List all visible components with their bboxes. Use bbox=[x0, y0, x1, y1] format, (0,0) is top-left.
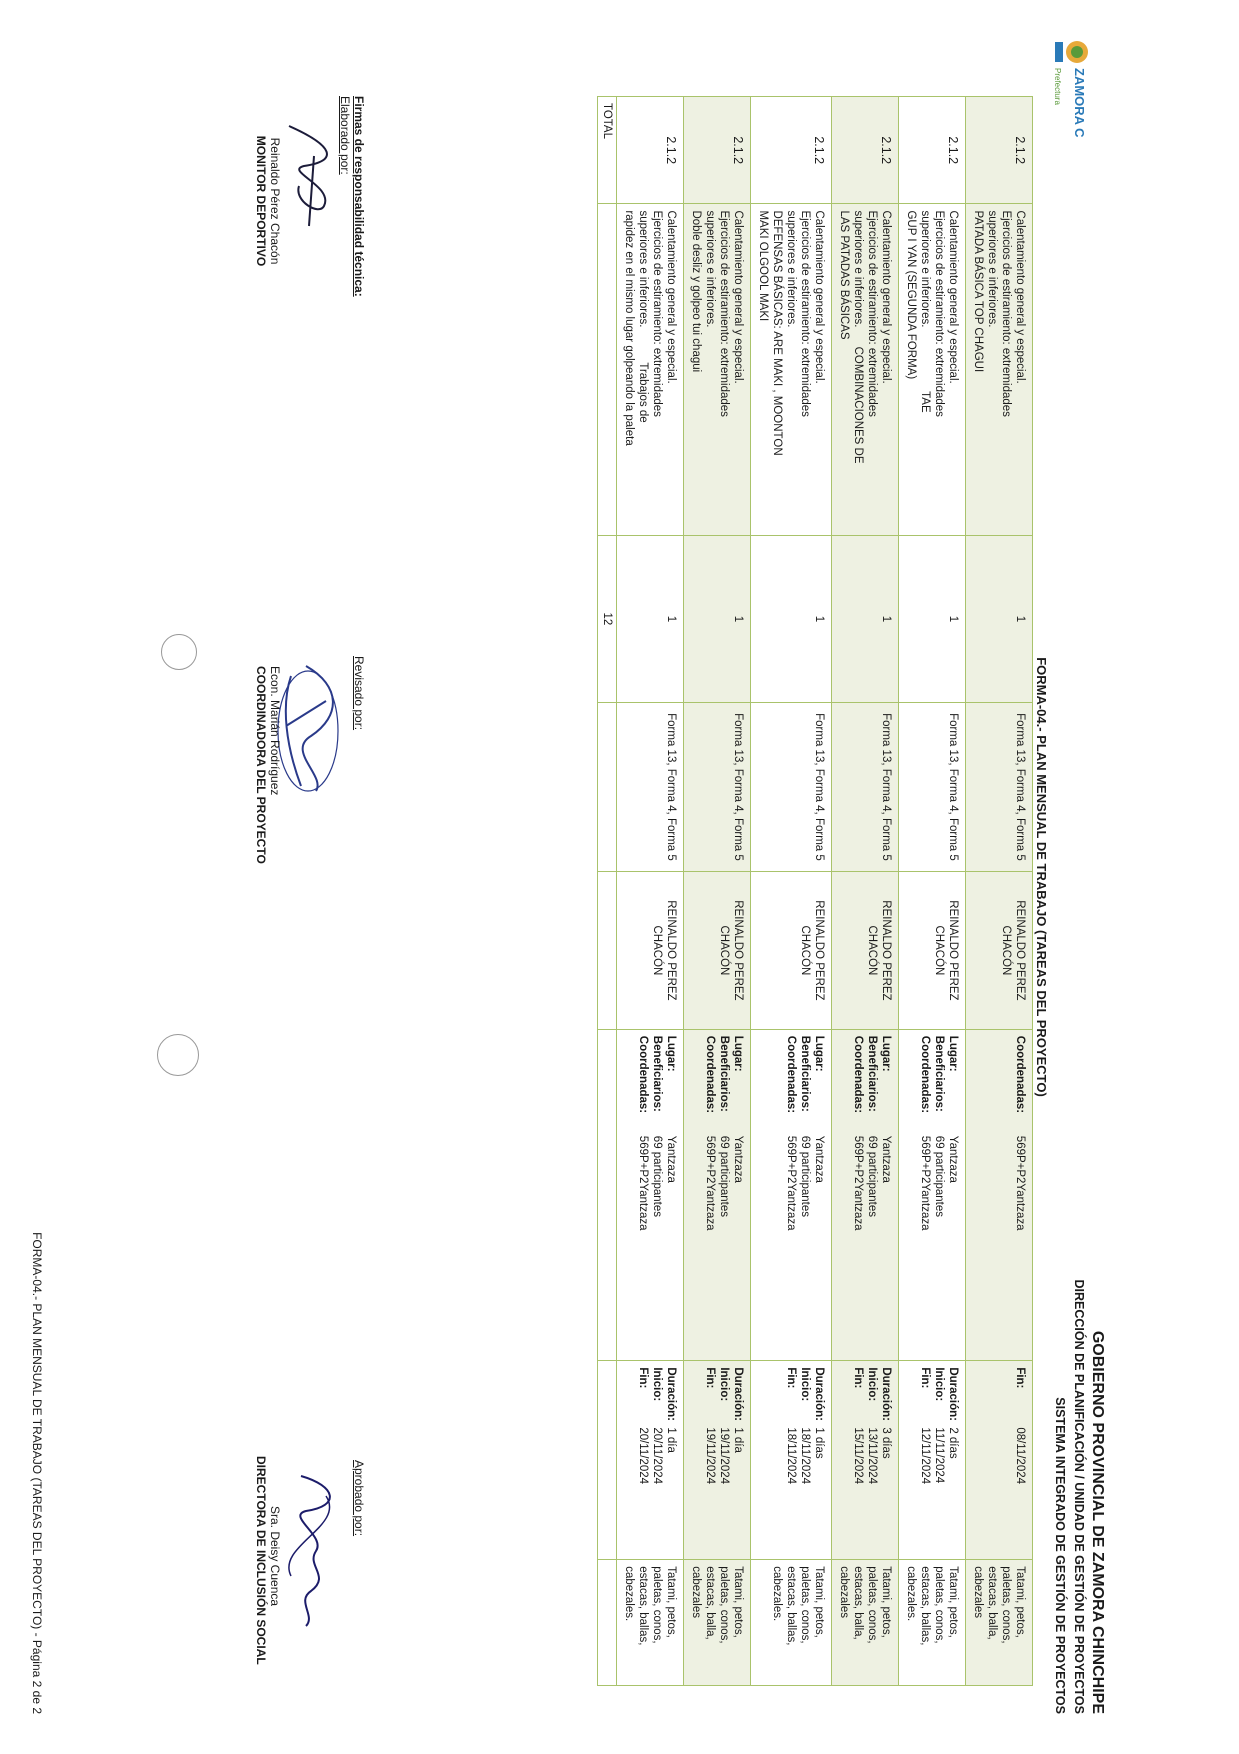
coordenadas-label: Coordenadas: bbox=[637, 1035, 649, 1114]
beneficiarios-value: 69 participantes bbox=[799, 1135, 811, 1217]
task-count bbox=[832, 535, 899, 702]
task-responsible-text: REINALDO PEREZ CHACÓN bbox=[718, 900, 744, 1001]
activity-line: LAS PATADAS BÁSICAS bbox=[838, 210, 850, 340]
inicio-value: 11/11/2024 bbox=[933, 1427, 945, 1484]
location-field bbox=[784, 1036, 798, 1355]
activity-line: GUP I YAN (SEGUNDA FORMA) bbox=[905, 210, 917, 380]
activity-line: Ejercicios de estiramiento: extremidades bbox=[1000, 210, 1012, 417]
task-responsible bbox=[684, 872, 751, 1030]
activity-line: Doble desliz y golpeo tui chagui bbox=[690, 210, 702, 373]
aprobado-role: DIRECTORA DE INCLUSIÓN SOCIAL bbox=[254, 1456, 268, 1665]
duracion-value: 1 día bbox=[732, 1427, 744, 1453]
task-activity bbox=[684, 204, 751, 536]
prefectura-logo bbox=[1042, 38, 1097, 138]
task-code-text: 2.1.2 bbox=[731, 136, 745, 165]
coordenadas-value: 569P+P2Yantzaza bbox=[852, 1135, 864, 1231]
fin-value: 12/11/2024 bbox=[919, 1427, 931, 1485]
task-forms-text: Forma 13, Forma 4, Forma 5 bbox=[732, 713, 744, 861]
coordenadas-label: Coordenadas: bbox=[704, 1035, 716, 1114]
fin-label: Fin: bbox=[785, 1367, 797, 1389]
document-title: FORMA-04.- PLAN MENSUAL DE TRABAJO (TAREAS DEL PROYECTO) bbox=[1034, 657, 1049, 1097]
total-label: TOTAL bbox=[601, 103, 613, 139]
task-responsible-text: REINALDO PEREZ CHACÓN bbox=[866, 900, 892, 1001]
lugar-label: Lugar: bbox=[732, 1035, 744, 1072]
beneficiarios-label: Beneficiarios: bbox=[651, 1035, 663, 1112]
task-responsible-text: REINALDO PEREZ CHACÓN bbox=[1000, 900, 1026, 1001]
total-value-cell bbox=[598, 535, 617, 702]
task-materials bbox=[899, 1560, 966, 1686]
lugar-value: Yantzaza bbox=[665, 1135, 677, 1183]
task-location bbox=[832, 1029, 899, 1361]
task-materials-text: Tatami, petos, paletas, conos, estacas, ballas, cabezales. bbox=[623, 1566, 677, 1646]
task-materials bbox=[684, 1560, 751, 1686]
beneficiarios-label: Beneficiarios: bbox=[866, 1035, 878, 1112]
task-forms bbox=[899, 702, 966, 871]
signatures-block bbox=[54, 96, 366, 1696]
schedule-field bbox=[918, 1367, 932, 1553]
inicio-label: Inicio: bbox=[866, 1367, 878, 1402]
task-materials bbox=[832, 1560, 899, 1686]
location-field bbox=[879, 1036, 893, 1355]
total-value: 12 bbox=[601, 612, 613, 626]
task-count-text: 1 bbox=[813, 615, 825, 623]
task-activity bbox=[899, 204, 966, 536]
task-location bbox=[684, 1029, 751, 1361]
table-row bbox=[751, 97, 832, 1686]
activity-line: Ejercicios de estiramiento: extremidades bbox=[866, 210, 878, 417]
location-field bbox=[1013, 1036, 1027, 1355]
schedule-field bbox=[650, 1367, 664, 1553]
location-field bbox=[636, 1036, 650, 1355]
task-count-text: 1 bbox=[732, 615, 744, 623]
task-code bbox=[684, 97, 751, 204]
task-responsible bbox=[966, 872, 1033, 1030]
location-field bbox=[932, 1036, 946, 1355]
aprobado-label: Aprobado por: bbox=[352, 1460, 366, 1537]
fin-value: 18/11/2024 bbox=[785, 1427, 797, 1485]
task-materials-text: Tatami, petos, paletas, conos, estacas, balla, cabezales bbox=[972, 1566, 1026, 1644]
lugar-label: Lugar: bbox=[665, 1035, 677, 1072]
total-label-cell bbox=[598, 97, 617, 204]
lugar-label: Lugar: bbox=[880, 1035, 892, 1072]
beneficiarios-value: 69 participantes bbox=[933, 1135, 945, 1217]
duracion-label: Duración: bbox=[880, 1367, 892, 1421]
activity-line: Ejercicios de estiramiento: extremidades bbox=[718, 210, 730, 417]
task-schedule bbox=[617, 1361, 684, 1560]
task-forms bbox=[832, 702, 899, 871]
task-responsible-text: REINALDO PEREZ CHACÓN bbox=[651, 900, 677, 1001]
task-count bbox=[617, 535, 684, 702]
task-code-text: 2.1.2 bbox=[946, 136, 960, 165]
coordenadas-label: Coordenadas: bbox=[1014, 1035, 1026, 1114]
schedule-field bbox=[798, 1367, 812, 1553]
logo-subtext: Prefectura bbox=[1053, 68, 1062, 105]
aprobado-name: Sra. Deisy Cuenca bbox=[268, 1506, 282, 1607]
beneficiarios-label: Beneficiarios: bbox=[718, 1035, 730, 1112]
activity-line: Ejercicios de estiramiento: extremidades bbox=[933, 210, 945, 417]
beneficiarios-value: 69 participantes bbox=[651, 1135, 663, 1217]
coordenadas-label: Coordenadas: bbox=[919, 1035, 931, 1114]
activity-line: Calentamiento general y especial. bbox=[1014, 210, 1026, 384]
activity-line: Calentamiento general y especial. bbox=[665, 210, 677, 384]
plan-table bbox=[597, 96, 1033, 1686]
task-code-text: 2.1.2 bbox=[664, 136, 678, 165]
duracion-label: Duración: bbox=[665, 1367, 677, 1421]
total-empty-cell bbox=[598, 1560, 617, 1686]
inicio-value: 20/11/2024 bbox=[651, 1427, 663, 1485]
task-count-text: 1 bbox=[1014, 615, 1026, 623]
task-activity bbox=[751, 204, 832, 536]
schedule-field bbox=[932, 1367, 946, 1553]
task-forms bbox=[751, 702, 832, 871]
task-location bbox=[966, 1029, 1033, 1361]
lugar-label: Lugar: bbox=[813, 1035, 825, 1072]
task-forms-text: Forma 13, Forma 4, Forma 5 bbox=[1014, 713, 1026, 861]
signature-revisado bbox=[271, 656, 346, 806]
task-code bbox=[966, 97, 1033, 204]
task-materials-text: Tatami, petos, paletas, conos, estacas, ballas, cabezales. bbox=[905, 1566, 959, 1646]
fin-value: 20/11/2024 bbox=[637, 1427, 649, 1485]
schedule-field bbox=[879, 1367, 893, 1553]
location-field bbox=[650, 1036, 664, 1355]
total-empty-cell bbox=[598, 702, 617, 871]
elaborado-name: Reinaldo Pérez Chacón bbox=[268, 137, 282, 265]
schedule-field bbox=[812, 1367, 826, 1553]
task-activity bbox=[832, 204, 899, 536]
activity-line: Ejercicios de estiramiento: extremidades bbox=[651, 210, 663, 417]
schedule-field bbox=[664, 1367, 678, 1553]
table-row bbox=[899, 97, 966, 1686]
coordenadas-label: Coordenadas: bbox=[785, 1035, 797, 1114]
activity-line: superiores e inferiores. bbox=[785, 210, 797, 328]
inicio-label: Inicio: bbox=[651, 1367, 663, 1402]
activity-line: superiores e inferiores. bbox=[704, 210, 716, 328]
coordenadas-label: Coordenadas: bbox=[852, 1035, 864, 1114]
schedule-field bbox=[946, 1367, 960, 1553]
activity-line: PATADA BÁSICA TOP CHAGUI bbox=[972, 210, 984, 373]
coordenadas-value: 569P+P2Yantzaza bbox=[637, 1135, 649, 1231]
task-location bbox=[899, 1029, 966, 1361]
fin-value: 19/11/2024 bbox=[704, 1427, 716, 1485]
duracion-value: 1 días bbox=[813, 1427, 825, 1459]
task-count-text: 1 bbox=[947, 615, 959, 623]
task-schedule bbox=[684, 1361, 751, 1560]
schedule-field bbox=[731, 1367, 745, 1553]
total-empty-cell bbox=[598, 1029, 617, 1361]
location-field bbox=[812, 1036, 826, 1355]
task-code-text: 2.1.2 bbox=[812, 136, 826, 165]
header-institution bbox=[1050, 1279, 1107, 1714]
task-count bbox=[966, 535, 1033, 702]
task-responsible bbox=[617, 872, 684, 1030]
activity-line: rapidez en el mismo lugar golpeando la paleta bbox=[623, 210, 635, 446]
firmas-title: Firmas de responsabilidad técnica: bbox=[352, 96, 366, 297]
revisado-name: Econ. Marián Rodríguez bbox=[268, 666, 282, 796]
lugar-label: Lugar: bbox=[947, 1035, 959, 1072]
task-schedule bbox=[966, 1361, 1033, 1560]
activity-line: superiores e inferiores. Trabajos de bbox=[637, 210, 649, 423]
coordenadas-value: 569P+P2Yantzaza bbox=[1014, 1135, 1026, 1231]
fin-label: Fin: bbox=[919, 1367, 931, 1389]
task-count bbox=[899, 535, 966, 702]
activity-line: MAKI OLGOOL MAKI bbox=[757, 210, 769, 322]
location-field bbox=[703, 1036, 717, 1355]
task-code bbox=[751, 97, 832, 204]
hole-punch-mark bbox=[157, 1034, 199, 1076]
task-forms bbox=[966, 702, 1033, 871]
activity-line: superiores e inferiores. bbox=[986, 210, 998, 328]
task-responsible bbox=[899, 872, 966, 1030]
coordenadas-value: 569P+P2Yantzaza bbox=[785, 1135, 797, 1231]
task-materials-text: Tatami, petos, paletas, conos, estacas, balla, cabezales bbox=[690, 1566, 744, 1644]
header-line-3: SISTEMA INTEGRADO DE GESTIÓN DE PROYECTOS bbox=[1053, 1397, 1067, 1714]
header-line-1: GOBIERNO PROVINCIAL DE ZAMORA CHINCHIPE bbox=[1089, 1330, 1106, 1714]
schedule-field bbox=[784, 1367, 798, 1553]
duracion-value: 2 días bbox=[947, 1427, 959, 1459]
task-count bbox=[684, 535, 751, 702]
task-code-text: 2.1.2 bbox=[879, 136, 893, 165]
location-field bbox=[717, 1036, 731, 1355]
logo-text-zamora: ZAMORA CHINCHIPE bbox=[1072, 68, 1087, 138]
task-responsible bbox=[832, 872, 899, 1030]
location-field bbox=[865, 1036, 879, 1355]
task-forms-text: Forma 13, Forma 4, Forma 5 bbox=[880, 713, 892, 861]
beneficiarios-value: 69 participantes bbox=[866, 1135, 878, 1217]
page-footer: FORMA-04.- PLAN MENSUAL DE TRABAJO (TAREAS DEL PROYECTO) - Página 2 de 2 bbox=[30, 1232, 44, 1714]
task-schedule bbox=[751, 1361, 832, 1560]
beneficiarios-label: Beneficiarios: bbox=[933, 1035, 945, 1112]
task-location bbox=[617, 1029, 684, 1361]
inicio-value: 18/11/2024 bbox=[799, 1427, 811, 1485]
task-code bbox=[617, 97, 684, 204]
table-row bbox=[684, 97, 751, 1686]
location-field bbox=[731, 1036, 745, 1355]
inicio-label: Inicio: bbox=[933, 1367, 945, 1402]
duracion-label: Duración: bbox=[813, 1367, 825, 1421]
fin-label: Fin: bbox=[704, 1367, 716, 1389]
hole-punch-mark bbox=[161, 634, 197, 670]
schedule-field bbox=[851, 1367, 865, 1553]
fin-label: Fin: bbox=[1014, 1367, 1026, 1389]
schedule-field bbox=[717, 1367, 731, 1553]
duracion-value: 1 día bbox=[665, 1427, 677, 1453]
activity-line: Calentamiento general y especial. bbox=[732, 210, 744, 384]
beneficiarios-value: 69 participantes bbox=[718, 1135, 730, 1217]
fin-label: Fin: bbox=[637, 1367, 649, 1389]
signature-elaborado bbox=[274, 116, 344, 246]
location-field bbox=[918, 1036, 932, 1355]
task-materials-text: Tatami, petos, paletas, conos, estacas, ballas, cabezales. bbox=[771, 1566, 825, 1646]
total-row bbox=[598, 97, 617, 1686]
task-schedule bbox=[832, 1361, 899, 1560]
task-count bbox=[751, 535, 832, 702]
task-responsible-text: REINALDO PEREZ CHACÓN bbox=[933, 900, 959, 1001]
activity-line: Calentamiento general y especial. bbox=[880, 210, 892, 384]
elaborado-label: Elaborado por: bbox=[338, 96, 352, 175]
task-responsible-text: REINALDO PEREZ CHACÓN bbox=[799, 900, 825, 1001]
schedule-field bbox=[865, 1367, 879, 1553]
schedule-field bbox=[636, 1367, 650, 1553]
inicio-value: 13/11/2024 bbox=[866, 1427, 878, 1485]
signature-aprobado bbox=[271, 1466, 346, 1636]
lugar-value: Yantzaza bbox=[880, 1135, 892, 1183]
task-materials-text: Tatami, petos, paletas, conos, estacas, balla, cabezales bbox=[838, 1566, 892, 1644]
schedule-field bbox=[1013, 1367, 1027, 1553]
task-count-text: 1 bbox=[665, 615, 677, 623]
task-forms bbox=[684, 702, 751, 871]
inicio-label: Inicio: bbox=[718, 1367, 730, 1402]
fin-label: Fin: bbox=[852, 1367, 864, 1389]
table-row bbox=[832, 97, 899, 1686]
coordenadas-value: 569P+P2Yantzaza bbox=[704, 1135, 716, 1231]
lugar-value: Yantzaza bbox=[732, 1135, 744, 1183]
lugar-value: Yantzaza bbox=[813, 1135, 825, 1183]
activity-line: DEFENSAS BÁSICAS: ARE MAKI , MOONTON bbox=[771, 210, 783, 456]
task-code bbox=[899, 97, 966, 204]
task-forms bbox=[617, 702, 684, 871]
header-line-2: DIRECCIÓN DE PLANIFICACIÓN / UNIDAD DE GESTIÓN DE PROYECTOS bbox=[1072, 1279, 1086, 1714]
task-responsible bbox=[751, 872, 832, 1030]
task-schedule bbox=[899, 1361, 966, 1560]
fin-value: 08/11/2024 bbox=[1014, 1427, 1026, 1485]
table-row bbox=[966, 97, 1033, 1686]
task-forms-text: Forma 13, Forma 4, Forma 5 bbox=[813, 713, 825, 861]
duracion-label: Duración: bbox=[732, 1367, 744, 1421]
activity-line: Calentamiento general y especial. bbox=[813, 210, 825, 384]
activity-line: Ejercicios de estiramiento: extremidades bbox=[799, 210, 811, 417]
total-empty-cell bbox=[598, 1361, 617, 1560]
location-field bbox=[798, 1036, 812, 1355]
total-empty-cell bbox=[598, 872, 617, 1030]
inicio-value: 19/11/2024 bbox=[718, 1427, 730, 1485]
beneficiarios-label: Beneficiarios: bbox=[799, 1035, 811, 1112]
duracion-value: 3 días bbox=[880, 1427, 892, 1459]
duracion-label: Duración: bbox=[947, 1367, 959, 1421]
location-field bbox=[946, 1036, 960, 1355]
inicio-label: Inicio: bbox=[799, 1367, 811, 1402]
task-materials bbox=[617, 1560, 684, 1686]
activity-line: superiores e inferiores. COMBINACIONES DE bbox=[852, 210, 864, 464]
schedule-field bbox=[703, 1367, 717, 1553]
elaborado-role: MONITOR DEPORTIVO bbox=[254, 135, 268, 267]
task-count-text: 1 bbox=[880, 615, 892, 623]
task-activity bbox=[617, 204, 684, 536]
task-activity bbox=[966, 204, 1033, 536]
table-row bbox=[617, 97, 684, 1686]
fin-value: 15/11/2024 bbox=[852, 1427, 864, 1485]
location-field bbox=[851, 1036, 865, 1355]
task-materials bbox=[751, 1560, 832, 1686]
coordenadas-value: 569P+P2Yantzaza bbox=[919, 1135, 931, 1231]
task-forms-text: Forma 13, Forma 4, Forma 5 bbox=[665, 713, 677, 861]
lugar-value: Yantzaza bbox=[947, 1135, 959, 1183]
task-location bbox=[751, 1029, 832, 1361]
task-forms-text: Forma 13, Forma 4, Forma 5 bbox=[947, 713, 959, 861]
task-materials bbox=[966, 1560, 1033, 1686]
revisado-label: Revisado por: bbox=[352, 656, 366, 731]
activity-line: Calentamiento general y especial. bbox=[947, 210, 959, 384]
location-field bbox=[664, 1036, 678, 1355]
activity-line: superiores e inferiores. TAE bbox=[919, 210, 931, 413]
task-code-text: 2.1.2 bbox=[1013, 136, 1027, 165]
task-code bbox=[832, 97, 899, 204]
revisado-role: COORDINADORA DEL PROYECTO bbox=[254, 666, 268, 864]
total-spacer bbox=[598, 204, 617, 536]
